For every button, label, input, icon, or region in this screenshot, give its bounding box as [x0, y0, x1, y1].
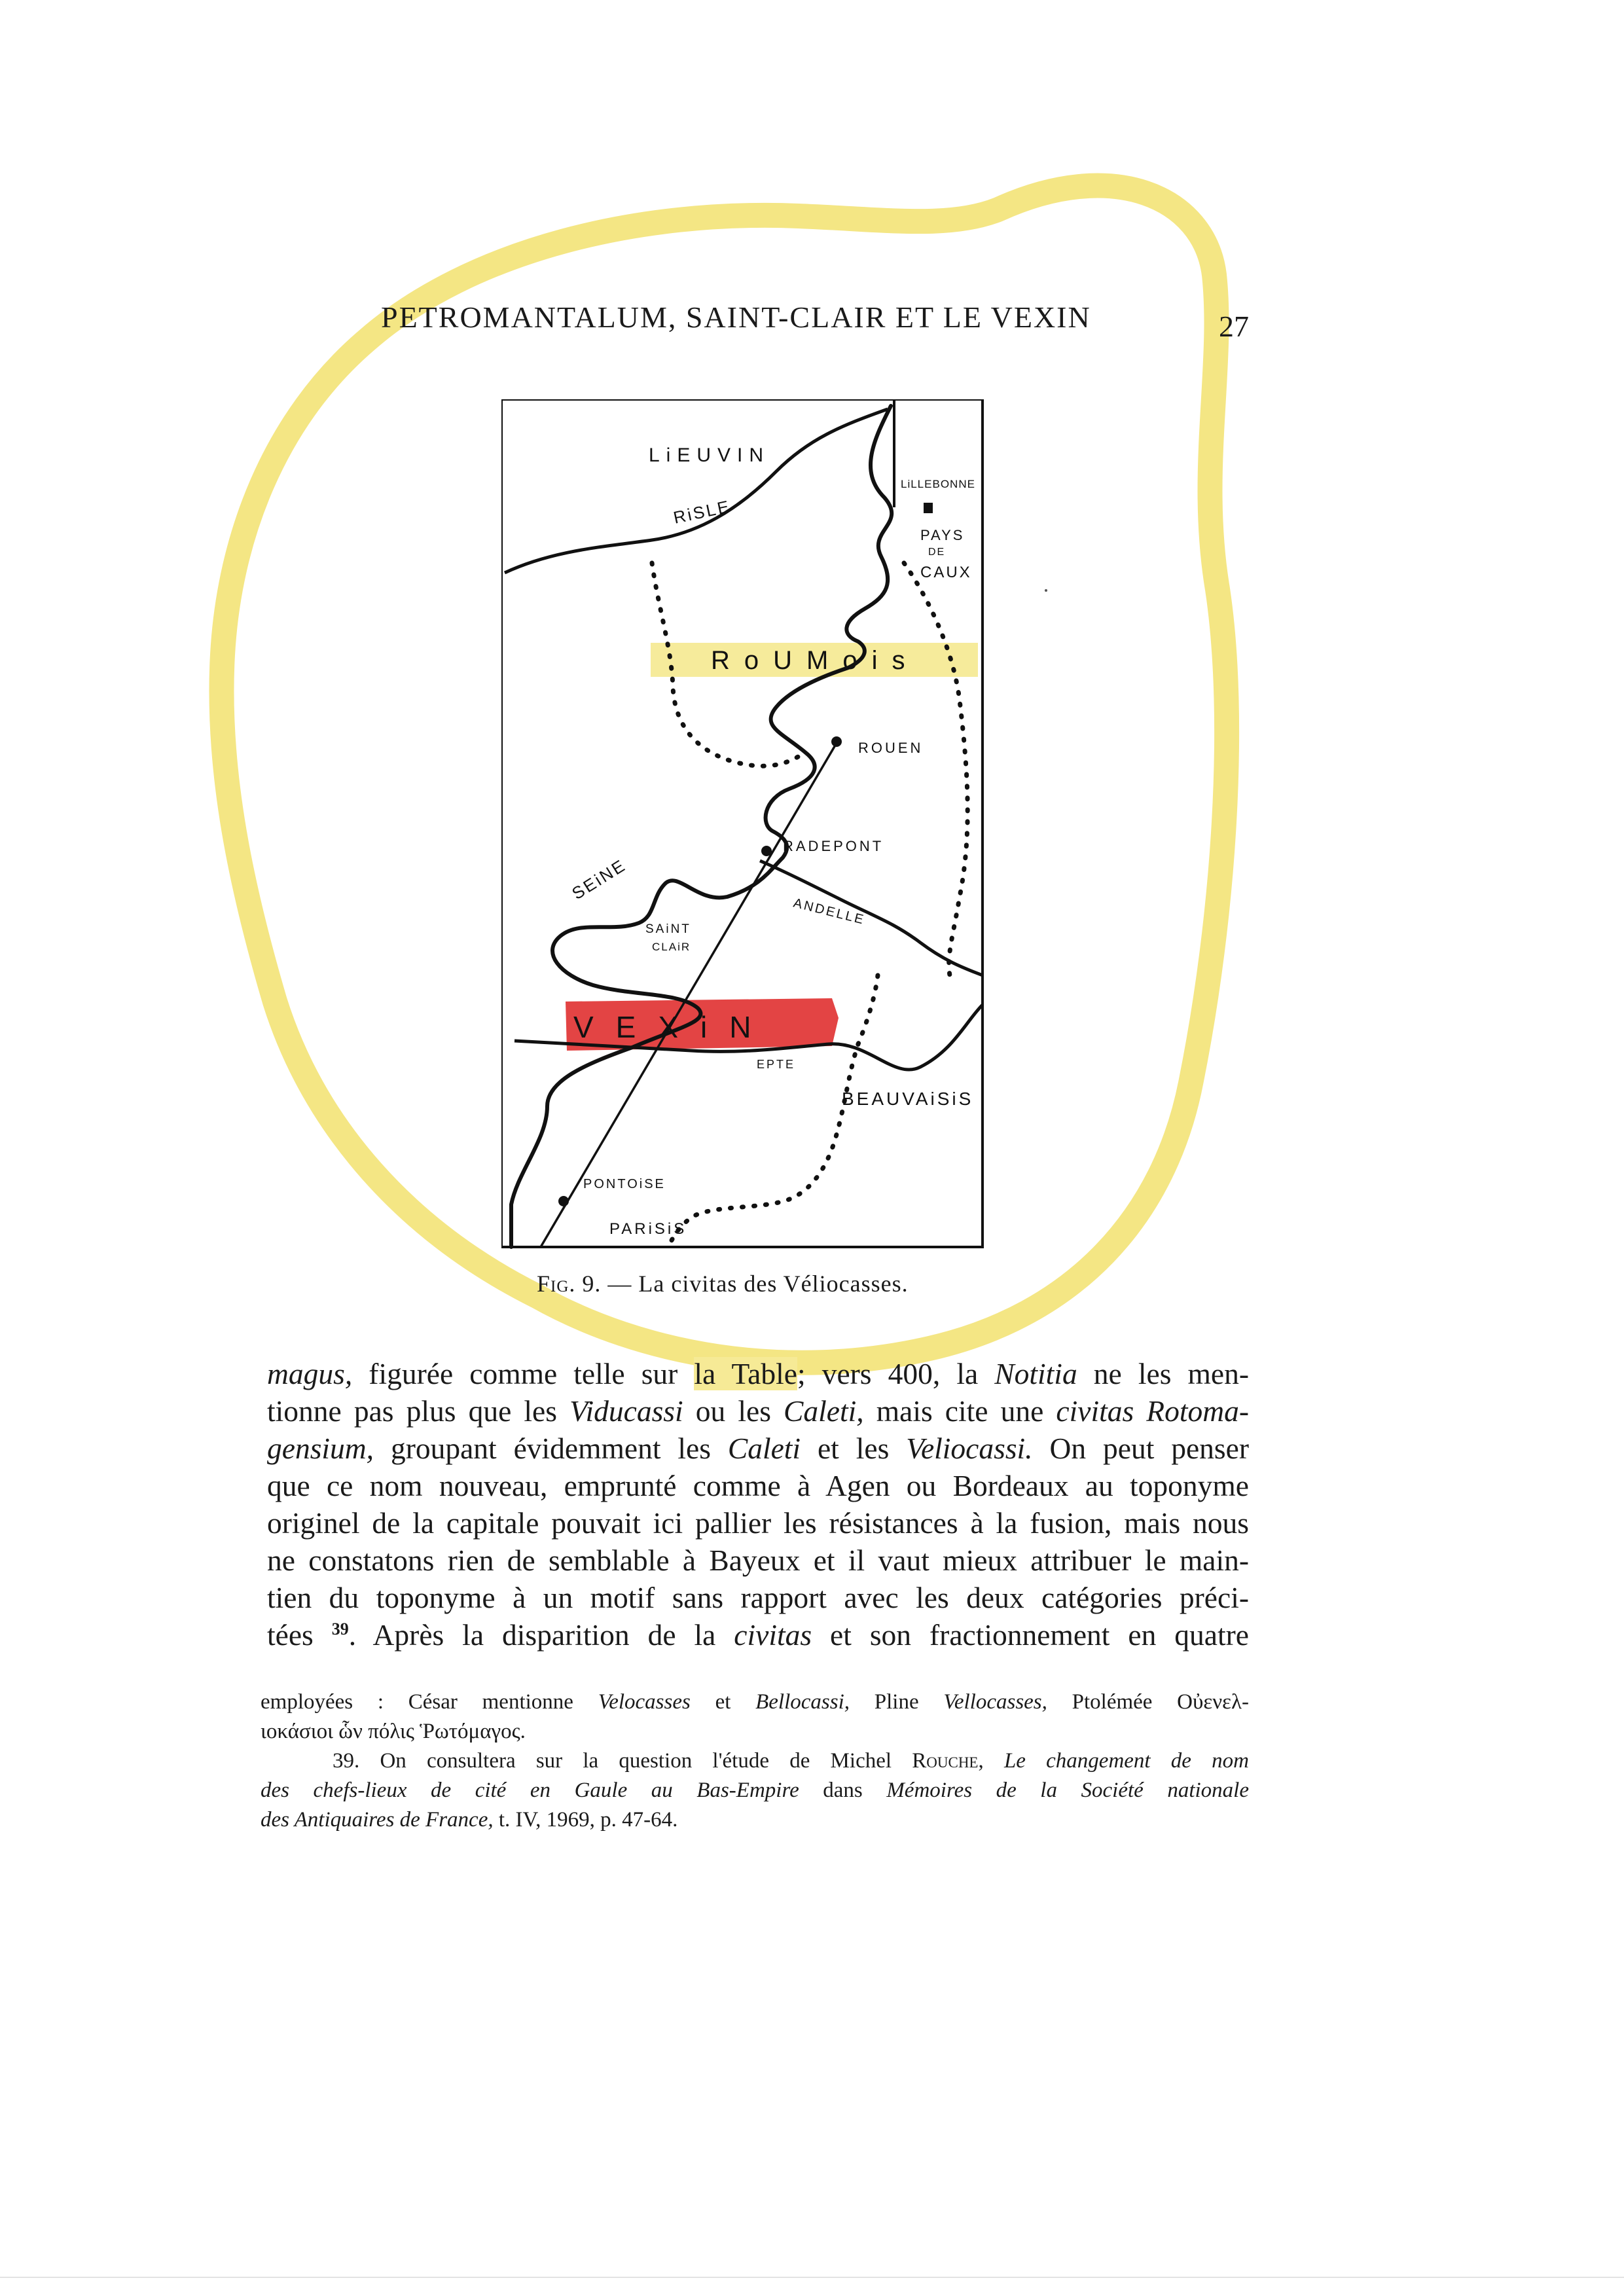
figure-caption-text: — La civitas des Véliocasses. [607, 1271, 909, 1297]
label-pays: PAYS [920, 527, 965, 543]
label-parisis: PARiSiS [609, 1220, 687, 1238]
body-paragraph [267, 1355, 1249, 1653]
footnote-39: 39. On consultera sur la question l'étude de Michel Rouche, Le changement de nom [333, 1749, 1249, 1773]
risle-river [505, 409, 888, 573]
footnote-line: des Antiquaires de France, t. IV, 1969, p. 47-64. [261, 1808, 678, 1832]
body-line: ne constatons rien de semblable à Bayeux et il vaut mieux attribuer le main- [267, 1544, 1249, 1577]
footnote-line: employées : César mentionne Velocasses et Bellocassi, Pline Vellocasses, Ptolémée Οὐενελ- [261, 1690, 1249, 1714]
body-line: tées $^{39}$. Après la disparition de la civitas et son fractionnement en quatre [267, 1618, 1249, 1652]
caux-boundary [904, 563, 967, 975]
label-pontoise: PONTOiSE [583, 1177, 666, 1191]
label-de: DE [928, 547, 946, 558]
label-beauvaisis: BEAUVAiSiS [842, 1089, 974, 1109]
label-vexin: VEXiN [573, 1010, 774, 1044]
body-line: gensium, groupant évidemment les Caleti et les Veliocassi. On peut penser [267, 1432, 1249, 1465]
table-highlight: la Table [694, 1357, 797, 1390]
pontoise-marker [558, 1196, 569, 1206]
label-andelle: ANDELLE [791, 895, 867, 928]
body-line: magus, figurée comme telle sur la Table; vers 400, la Notitia ne les men- [267, 1357, 1249, 1390]
ink-speck [1045, 589, 1047, 592]
lillebonne-marker [924, 503, 933, 513]
label-risle: RiSLE [672, 496, 733, 528]
body-line: tionne pas plus que les Viducassi ou les Caleti, mais cite une civitas Rotoma- [267, 1394, 1249, 1428]
figure-label: Fig. 9. [537, 1271, 602, 1297]
label-rouen: ROUEN [858, 740, 924, 756]
label-epte: EPTE [757, 1058, 796, 1071]
page-number: 27 [1219, 310, 1249, 343]
andelle-river [760, 861, 983, 975]
footnotes [261, 1688, 1249, 1835]
roman-road [541, 740, 839, 1247]
label-saint: SAiNT [645, 922, 691, 936]
body-line: tien du toponyme à un motif sans rapport avec les deux catégories préci- [267, 1581, 1249, 1614]
figure-caption [537, 1270, 995, 1297]
body-line: que ce nom nouveau, emprunté comme à Agen ou Bordeaux au toponyme [267, 1469, 1249, 1502]
running-head: PETROMANTALUM, SAINT-CLAIR ET LE VEXIN [381, 300, 1091, 334]
map-frame [501, 399, 983, 1247]
footnote-ref-39: 39 [331, 1619, 349, 1638]
radepont-marker [761, 846, 772, 856]
body-line: originel de la capitale pouvait ici pallier les résistances à la fusion, mais nous [267, 1506, 1249, 1540]
map-figure [501, 399, 999, 1250]
label-lillebonne: LiLLEBONNE [901, 478, 975, 490]
seine-river [511, 406, 892, 1247]
rouen-marker [831, 736, 842, 747]
label-seine: SEiNE [568, 855, 630, 904]
label-radepont: RADEPONT [783, 838, 884, 854]
label-clair: CLAiR [652, 941, 691, 953]
map-svg [501, 399, 999, 1250]
label-roumois: RoUMois [711, 646, 920, 675]
label-caux: CAUX [920, 564, 972, 581]
footnote-line: ιοκάσιοι ὧν πόλις Ῥωτόμαγος. [261, 1720, 526, 1743]
page-edge [0, 2277, 1624, 2278]
label-lieuvin: LiEUVIN [649, 444, 770, 466]
footnote-line: des chefs-lieux de cité en Gaule au Bas-Empire dans Mémoires de la Société nationale [261, 1779, 1249, 1802]
